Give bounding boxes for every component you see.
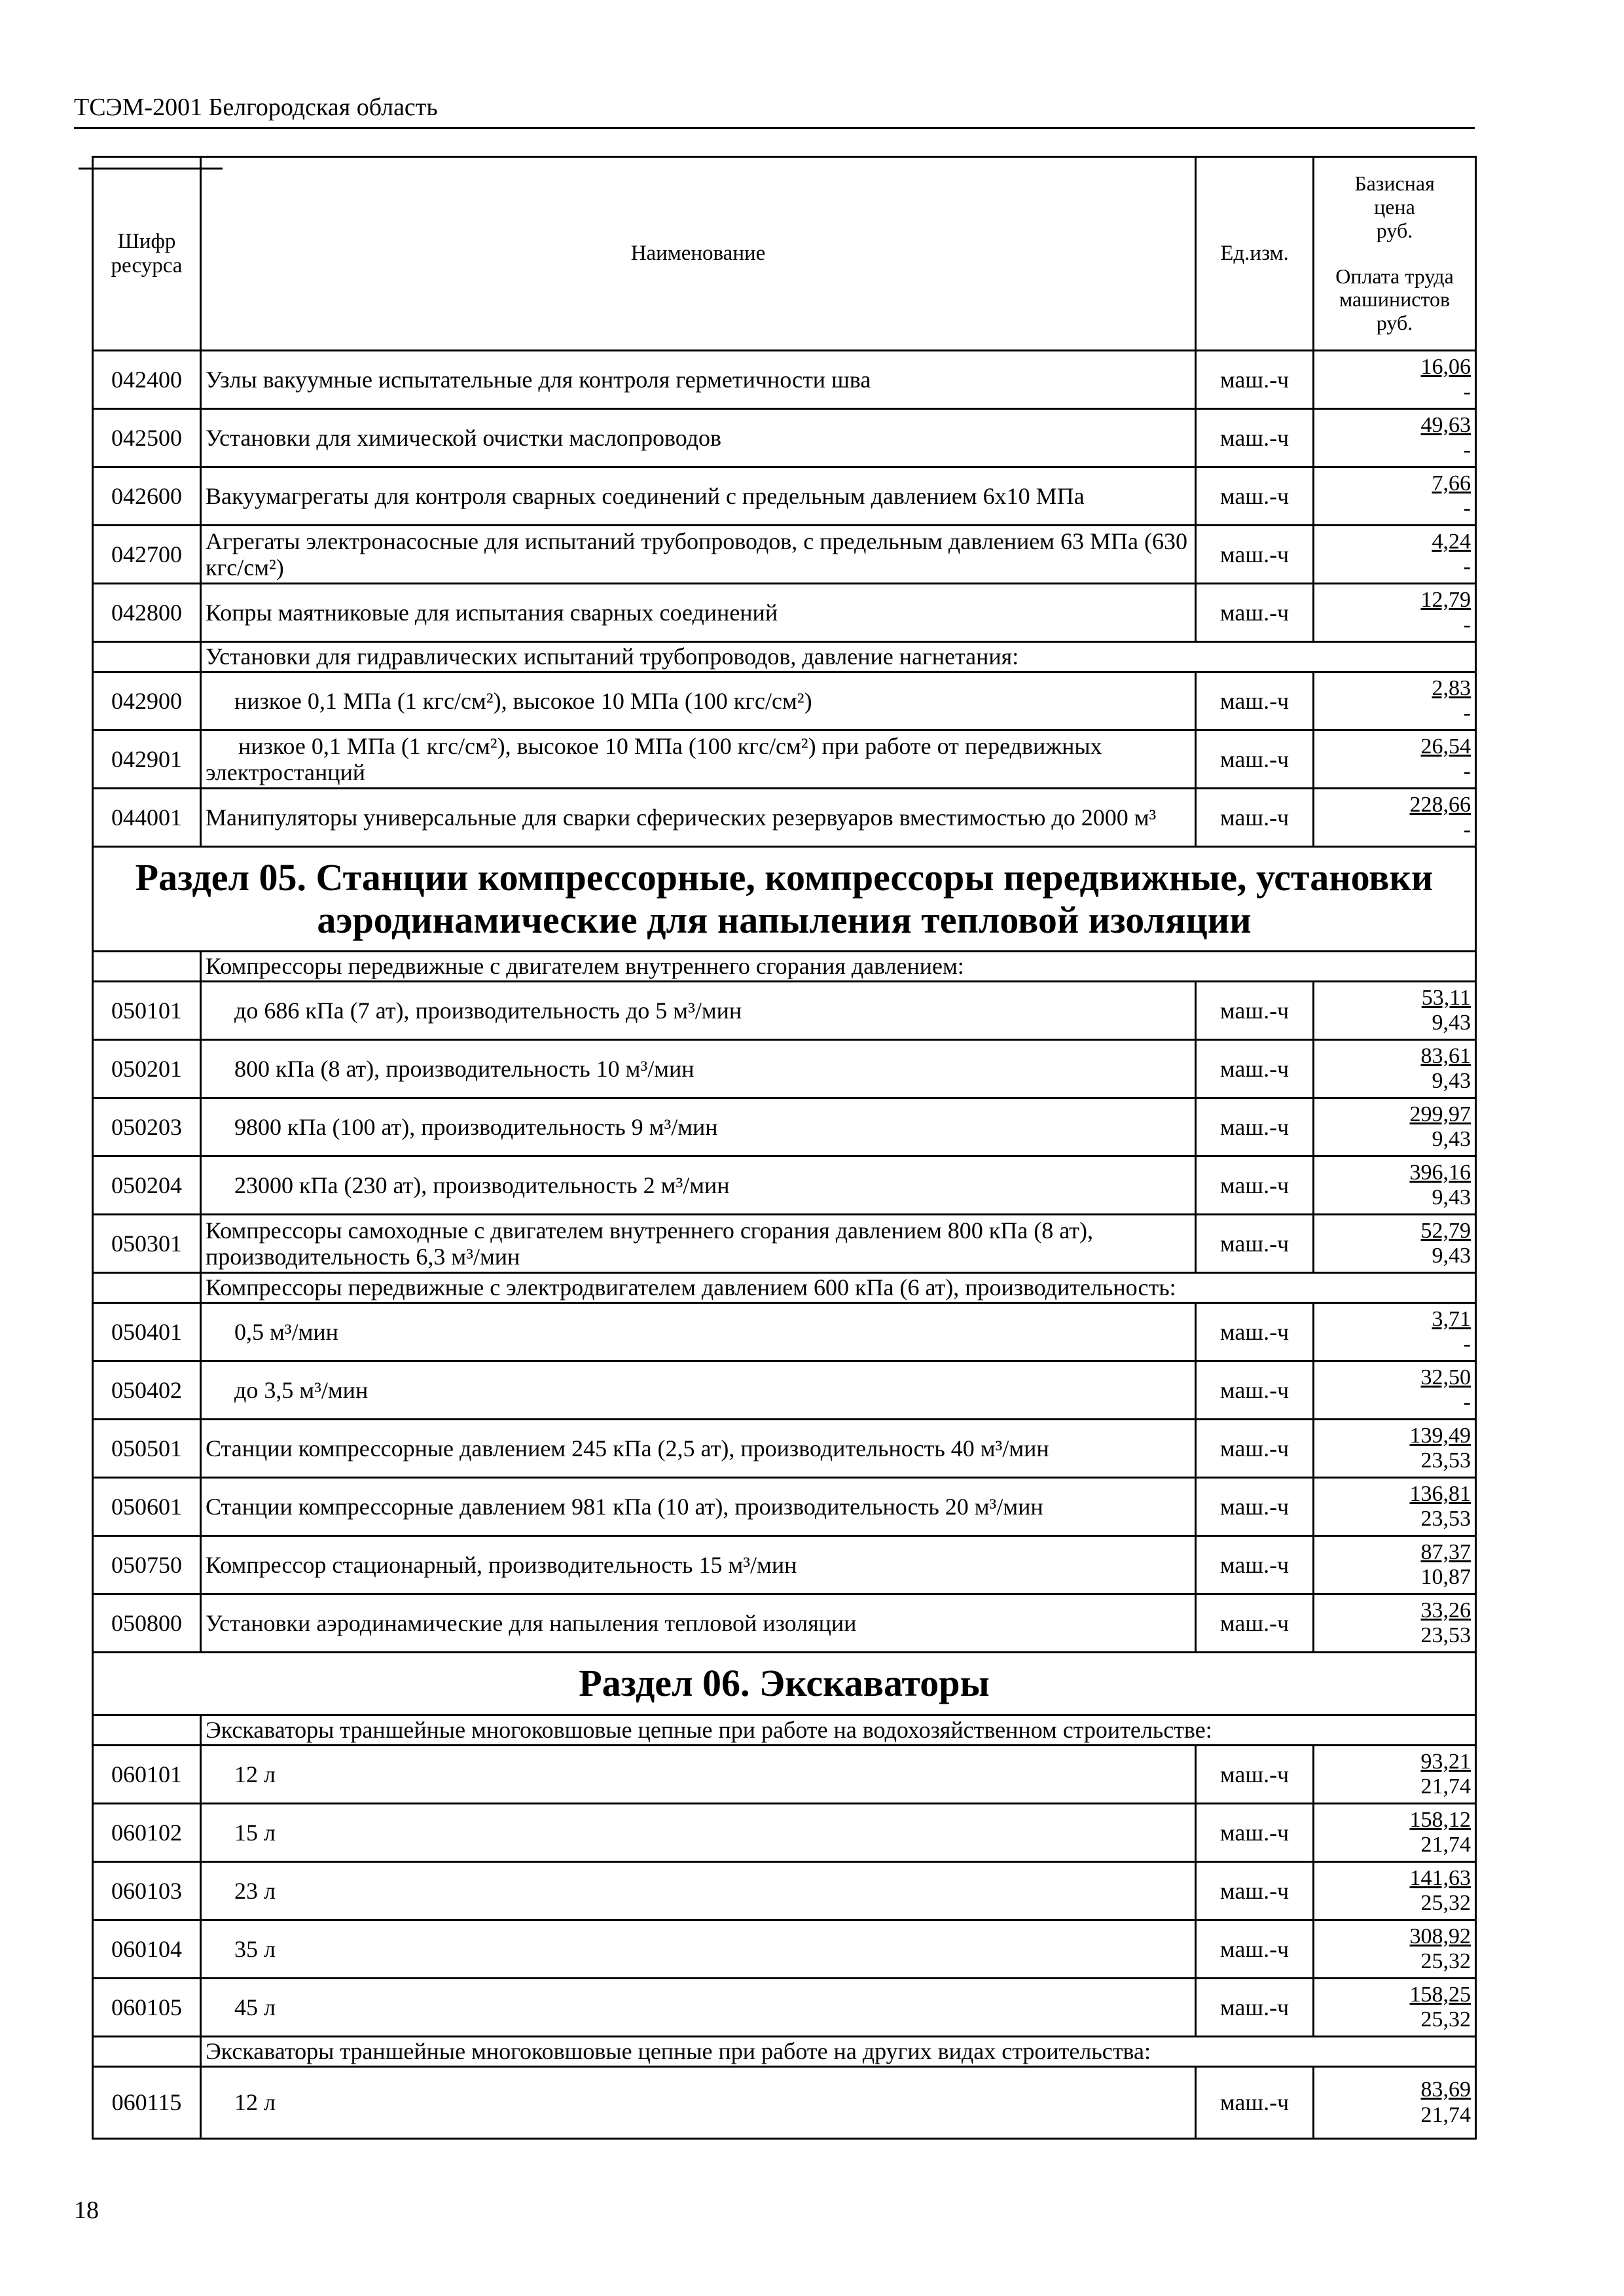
table-row bbox=[93, 526, 1476, 584]
base-price: 49,63 bbox=[1420, 412, 1471, 437]
base-price: 3,71 bbox=[1432, 1306, 1471, 1331]
resource-name: Копры маятниковые для испытания сварных соединений bbox=[201, 584, 1196, 642]
group-heading-row bbox=[93, 952, 1476, 982]
operator-wage: 9,43 bbox=[1432, 1185, 1471, 1210]
base-price: 7,66 bbox=[1432, 471, 1471, 495]
base-price: 228,66 bbox=[1409, 792, 1471, 817]
unit-of-measure: маш.-ч bbox=[1196, 1594, 1314, 1653]
document-header-title: ТСЭМ-2001 Белгородская область bbox=[74, 94, 438, 121]
unit-of-measure: маш.-ч bbox=[1196, 1098, 1314, 1157]
resource-code: 042400 bbox=[93, 351, 201, 409]
table-row bbox=[93, 1098, 1476, 1157]
header-price-line1: Базисная bbox=[1354, 171, 1435, 196]
base-price: 308,92 bbox=[1409, 1924, 1471, 1948]
operator-wage: 21,74 bbox=[1420, 1774, 1471, 1799]
resource-name: до 686 кПа (7 ат), производительность до 5 м³/мин bbox=[201, 982, 1196, 1040]
unit-of-measure: маш.-ч bbox=[1196, 526, 1314, 584]
price-cell bbox=[1314, 1040, 1476, 1098]
header-rule bbox=[74, 127, 1475, 129]
group-empty-cell bbox=[93, 952, 201, 982]
unit-of-measure: маш.-ч bbox=[1196, 982, 1314, 1040]
resource-name: до 3,5 м³/мин bbox=[201, 1361, 1196, 1420]
table-row bbox=[93, 1804, 1476, 1862]
header-code: Шифр ресурса bbox=[93, 157, 201, 351]
price-cell bbox=[1314, 1420, 1476, 1478]
table-row bbox=[93, 1594, 1476, 1653]
table-row bbox=[93, 982, 1476, 1040]
operator-wage: - bbox=[1463, 496, 1471, 520]
resource-name: Станции компрессорные давлением 245 кПа (2,5 ат), производительность 40 м³/мин bbox=[201, 1420, 1196, 1478]
table-row bbox=[93, 1920, 1476, 1979]
resource-code: 050750 bbox=[93, 1536, 201, 1594]
base-price: 2,83 bbox=[1432, 675, 1471, 700]
header-name: Наименование bbox=[201, 157, 1196, 351]
group-empty-cell bbox=[93, 1715, 201, 1746]
base-price: 4,24 bbox=[1432, 529, 1471, 554]
resource-name: 23000 кПа (230 ат), производительность 2 м³/мин bbox=[201, 1157, 1196, 1215]
unit-of-measure: маш.-ч bbox=[1196, 409, 1314, 467]
operator-wage: 21,74 bbox=[1420, 1833, 1471, 1857]
resource-name: низкое 0,1 МПа (1 кгс/см²), высокое 10 МПа (100 кгс/см²) при работе от передвижных электростанций bbox=[201, 730, 1196, 789]
resource-code: 050402 bbox=[93, 1361, 201, 1420]
unit-of-measure: маш.-ч bbox=[1196, 1215, 1314, 1273]
resource-price-table bbox=[92, 156, 1477, 2140]
operator-wage: 9,43 bbox=[1432, 1127, 1471, 1151]
price-cell bbox=[1314, 526, 1476, 584]
price-cell bbox=[1314, 1746, 1476, 1804]
resource-code: 050601 bbox=[93, 1478, 201, 1536]
resource-name: 45 л bbox=[201, 1979, 1196, 2037]
base-price: 12,79 bbox=[1420, 587, 1471, 612]
table-row bbox=[93, 1979, 1476, 2037]
resource-name: 12 л bbox=[201, 1746, 1196, 1804]
table-row bbox=[93, 1420, 1476, 1478]
page-number: 18 bbox=[74, 2197, 99, 2224]
table-row bbox=[93, 409, 1476, 467]
unit-of-measure: маш.-ч bbox=[1196, 672, 1314, 730]
unit-of-measure: маш.-ч bbox=[1196, 1478, 1314, 1536]
resource-name: Агрегаты электронасосные для испытаний трубопроводов, с предельным давлением 63 МПа (630 кгс/см²) bbox=[201, 526, 1196, 584]
base-price: 139,49 bbox=[1409, 1423, 1471, 1448]
group-title: Компрессоры передвижные с электродвигателем давлением 600 кПа (6 ат), производительность: bbox=[201, 1273, 1476, 1303]
resource-table-body bbox=[93, 157, 1476, 2139]
header-price-line2: цена bbox=[1374, 194, 1415, 219]
base-price: 83,69 bbox=[1420, 2077, 1471, 2102]
resource-code: 050204 bbox=[93, 1157, 201, 1215]
resource-name: 35 л bbox=[201, 1920, 1196, 1979]
operator-wage: 10,87 bbox=[1420, 1565, 1471, 1589]
base-price: 299,97 bbox=[1409, 1102, 1471, 1126]
price-cell bbox=[1314, 409, 1476, 467]
price-cell bbox=[1314, 351, 1476, 409]
table-row bbox=[93, 467, 1476, 526]
price-cell bbox=[1314, 1157, 1476, 1215]
base-price: 136,81 bbox=[1409, 1481, 1471, 1506]
unit-of-measure: маш.-ч bbox=[1196, 1157, 1314, 1215]
group-title: Компрессоры передвижные с двигателем внутреннего сгорания давлением: bbox=[201, 952, 1476, 982]
resource-code: 042901 bbox=[93, 730, 201, 789]
price-cell bbox=[1314, 1979, 1476, 2037]
resource-code: 060101 bbox=[93, 1746, 201, 1804]
unit-of-measure: маш.-ч bbox=[1196, 1804, 1314, 1862]
resource-code: 060115 bbox=[93, 2067, 201, 2139]
resource-code: 050101 bbox=[93, 982, 201, 1040]
resource-code: 042800 bbox=[93, 584, 201, 642]
unit-of-measure: маш.-ч bbox=[1196, 1536, 1314, 1594]
price-cell bbox=[1314, 1478, 1476, 1536]
operator-wage: 25,32 bbox=[1420, 1949, 1471, 1973]
base-price: 53,11 bbox=[1421, 985, 1471, 1010]
operator-wage: 9,43 bbox=[1432, 1011, 1471, 1035]
header-price bbox=[1314, 157, 1476, 351]
header-pay-line3: руб. bbox=[1376, 311, 1413, 335]
price-cell bbox=[1314, 1361, 1476, 1420]
operator-wage: 23,53 bbox=[1420, 1507, 1471, 1531]
resource-code: 050401 bbox=[93, 1303, 201, 1361]
resource-code: 050800 bbox=[93, 1594, 201, 1653]
resource-code: 060102 bbox=[93, 1804, 201, 1862]
resource-code: 042600 bbox=[93, 467, 201, 526]
base-price: 396,16 bbox=[1409, 1160, 1471, 1185]
header-pay-line1: Оплата труда bbox=[1335, 264, 1454, 288]
section-heading-row bbox=[93, 1653, 1476, 1715]
group-title: Установки для гидравлических испытаний трубопроводов, давление нагнетания: bbox=[201, 642, 1476, 672]
resource-name: 23 л bbox=[201, 1862, 1196, 1920]
table-row bbox=[93, 730, 1476, 789]
operator-wage: - bbox=[1463, 380, 1471, 404]
group-title: Экскаваторы траншейные многоковшовые цепные при работе на водохозяйственном строительстве: bbox=[201, 1715, 1476, 1746]
group-empty-cell bbox=[93, 642, 201, 672]
resource-name: Станции компрессорные давлением 981 кПа (10 ат), производительность 20 м³/мин bbox=[201, 1478, 1196, 1536]
operator-wage: 9,43 bbox=[1432, 1244, 1471, 1268]
table-row bbox=[93, 1361, 1476, 1420]
group-heading-row bbox=[93, 1273, 1476, 1303]
price-cell bbox=[1314, 1920, 1476, 1979]
table-row bbox=[93, 789, 1476, 847]
table-row bbox=[93, 1746, 1476, 1804]
group-heading-row bbox=[93, 642, 1476, 672]
unit-of-measure: маш.-ч bbox=[1196, 1979, 1314, 2037]
table-header-row bbox=[93, 157, 1476, 351]
operator-wage: 23,53 bbox=[1420, 1448, 1471, 1473]
resource-name: Узлы вакуумные испытательные для контроля герметичности шва bbox=[201, 351, 1196, 409]
operator-wage: 25,32 bbox=[1420, 1891, 1471, 1915]
header-unit: Ед.изм. bbox=[1196, 157, 1314, 351]
resource-code: 050501 bbox=[93, 1420, 201, 1478]
section-title: Раздел 05. Станции компрессорные, компрессоры передвижные, установки аэродинамические для напыления тепловой изоляции bbox=[93, 847, 1476, 952]
resource-name: Установки для химической очистки маслопроводов bbox=[201, 409, 1196, 467]
base-price: 158,25 bbox=[1409, 1982, 1471, 2007]
table-row bbox=[93, 1040, 1476, 1098]
resource-name: 15 л bbox=[201, 1804, 1196, 1862]
operator-wage: - bbox=[1463, 817, 1471, 842]
unit-of-measure: маш.-ч bbox=[1196, 351, 1314, 409]
group-title: Экскаваторы траншейные многоковшовые цепные при работе на других видах строительства: bbox=[201, 2037, 1476, 2067]
operator-wage: 23,53 bbox=[1420, 1623, 1471, 1647]
unit-of-measure: маш.-ч bbox=[1196, 2067, 1314, 2139]
unit-of-measure: маш.-ч bbox=[1196, 584, 1314, 642]
unit-of-measure: маш.-ч bbox=[1196, 1420, 1314, 1478]
section-heading-row bbox=[93, 847, 1476, 952]
resource-name: Установки аэродинамические для напыления тепловой изоляции bbox=[201, 1594, 1196, 1653]
header-price-line3: руб. bbox=[1376, 218, 1413, 242]
resource-name: Компрессор стационарный, производительность 15 м³/мин bbox=[201, 1536, 1196, 1594]
operator-wage: - bbox=[1463, 554, 1471, 579]
operator-wage: 21,74 bbox=[1420, 2102, 1471, 2127]
price-cell bbox=[1314, 1594, 1476, 1653]
table-row bbox=[93, 1215, 1476, 1273]
unit-of-measure: маш.-ч bbox=[1196, 467, 1314, 526]
operator-wage: 25,32 bbox=[1420, 2007, 1471, 2032]
base-price: 32,50 bbox=[1420, 1365, 1471, 1390]
header-pay-line2: машинистов bbox=[1339, 287, 1451, 312]
base-price: 87,37 bbox=[1420, 1539, 1471, 1564]
resource-code: 060103 bbox=[93, 1862, 201, 1920]
base-price: 93,21 bbox=[1420, 1749, 1471, 1774]
table-row bbox=[93, 1157, 1476, 1215]
operator-wage: - bbox=[1463, 1332, 1471, 1356]
resource-code: 050203 bbox=[93, 1098, 201, 1157]
resource-code: 050301 bbox=[93, 1215, 201, 1273]
resource-name: низкое 0,1 МПа (1 кгс/см²), высокое 10 МПа (100 кгс/см²) bbox=[201, 672, 1196, 730]
resource-code: 044001 bbox=[93, 789, 201, 847]
unit-of-measure: маш.-ч bbox=[1196, 730, 1314, 789]
unit-of-measure: маш.-ч bbox=[1196, 789, 1314, 847]
price-cell bbox=[1314, 2067, 1476, 2139]
table-row bbox=[93, 672, 1476, 730]
operator-wage: - bbox=[1463, 701, 1471, 725]
price-cell bbox=[1314, 730, 1476, 789]
operator-wage: 9,43 bbox=[1432, 1069, 1471, 1093]
unit-of-measure: маш.-ч bbox=[1196, 1303, 1314, 1361]
price-cell bbox=[1314, 982, 1476, 1040]
unit-of-measure: маш.-ч bbox=[1196, 1920, 1314, 1979]
table-row bbox=[93, 1536, 1476, 1594]
group-empty-cell bbox=[93, 1273, 201, 1303]
base-price: 158,12 bbox=[1409, 1807, 1471, 1832]
group-empty-cell bbox=[93, 2037, 201, 2067]
base-price: 83,61 bbox=[1420, 1043, 1471, 1068]
resource-name: 9800 кПа (100 ат), производительность 9 м³/мин bbox=[201, 1098, 1196, 1157]
operator-wage: - bbox=[1463, 759, 1471, 783]
operator-wage: - bbox=[1463, 1390, 1471, 1414]
resource-code: 042900 bbox=[93, 672, 201, 730]
unit-of-measure: маш.-ч bbox=[1196, 1746, 1314, 1804]
resource-code: 042700 bbox=[93, 526, 201, 584]
base-price: 26,54 bbox=[1420, 734, 1471, 759]
resource-code: 050201 bbox=[93, 1040, 201, 1098]
price-cell bbox=[1314, 1098, 1476, 1157]
unit-of-measure: маш.-ч bbox=[1196, 1040, 1314, 1098]
table-row bbox=[93, 1303, 1476, 1361]
resource-name: 12 л bbox=[201, 2067, 1196, 2139]
resource-name: Вакуумагрегаты для контроля сварных соединений с предельным давлением 6х10 МПа bbox=[201, 467, 1196, 526]
base-price: 141,63 bbox=[1409, 1865, 1471, 1890]
table-row bbox=[93, 584, 1476, 642]
table-row bbox=[93, 1478, 1476, 1536]
resource-name: Манипуляторы универсальные для сварки сферических резервуаров вместимостью до 2000 м³ bbox=[201, 789, 1196, 847]
resource-name: Компрессоры самоходные с двигателем внутреннего сгорания давлением 800 кПа (8 ат), производительность 6,3 м³/мин bbox=[201, 1215, 1196, 1273]
price-cell bbox=[1314, 672, 1476, 730]
price-cell bbox=[1314, 1536, 1476, 1594]
table-row bbox=[93, 2067, 1476, 2139]
table-row bbox=[93, 1862, 1476, 1920]
resource-code: 060104 bbox=[93, 1920, 201, 1979]
section-title: Раздел 06. Экскаваторы bbox=[93, 1653, 1476, 1715]
group-heading-row bbox=[93, 2037, 1476, 2067]
resource-code: 042500 bbox=[93, 409, 201, 467]
operator-wage: - bbox=[1463, 613, 1471, 637]
table-row bbox=[93, 351, 1476, 409]
price-cell bbox=[1314, 1303, 1476, 1361]
operator-wage: - bbox=[1463, 438, 1471, 462]
resource-name: 0,5 м³/мин bbox=[201, 1303, 1196, 1361]
base-price: 52,79 bbox=[1420, 1218, 1471, 1243]
group-heading-row bbox=[93, 1715, 1476, 1746]
price-cell bbox=[1314, 1862, 1476, 1920]
unit-of-measure: маш.-ч bbox=[1196, 1361, 1314, 1420]
price-cell bbox=[1314, 584, 1476, 642]
base-price: 16,06 bbox=[1420, 354, 1471, 379]
price-cell bbox=[1314, 1215, 1476, 1273]
resource-name: 800 кПа (8 ат), производительность 10 м³/мин bbox=[201, 1040, 1196, 1098]
price-cell bbox=[1314, 1804, 1476, 1862]
price-cell bbox=[1314, 467, 1476, 526]
price-cell bbox=[1314, 789, 1476, 847]
unit-of-measure: маш.-ч bbox=[1196, 1862, 1314, 1920]
base-price: 33,26 bbox=[1420, 1598, 1471, 1623]
resource-code: 060105 bbox=[93, 1979, 201, 2037]
